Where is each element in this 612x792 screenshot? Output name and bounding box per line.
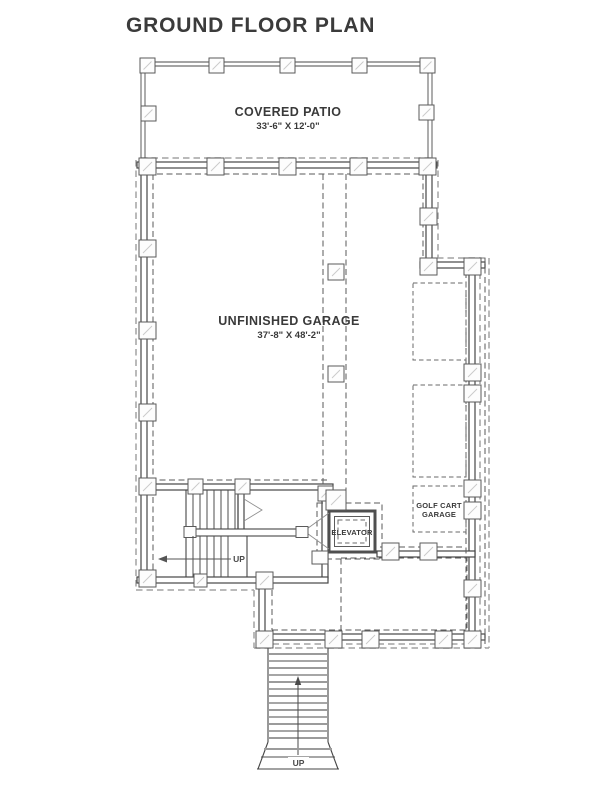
entry-stair-direction-arrow bbox=[295, 676, 301, 755]
plan-title: GROUND FLOOR PLAN bbox=[126, 14, 376, 37]
upper-flight-treads bbox=[193, 490, 235, 529]
interior-stair-up-label: UP bbox=[233, 554, 245, 564]
unfinished-garage-dimensions: 37'-8" X 48'-2" bbox=[257, 330, 321, 341]
covered-patio-dimensions: 33'-6" X 12'-0" bbox=[256, 121, 320, 132]
right-bay-2 bbox=[413, 385, 466, 477]
golf-cart-garage-label-line1: GOLF CART bbox=[416, 501, 462, 510]
unfinished-garage-label: UNFINISHED GARAGE bbox=[218, 314, 360, 328]
exterior-walls bbox=[137, 162, 485, 640]
elevator-label: ELEVATOR bbox=[331, 528, 373, 537]
entry-staircase bbox=[257, 645, 339, 769]
lower-flight-treads bbox=[193, 536, 228, 577]
entry-stair-up-label: UP bbox=[292, 758, 305, 768]
interior-stair-direction-arrow bbox=[158, 556, 231, 563]
covered-patio-label: COVERED PATIO bbox=[234, 105, 342, 119]
roof-overhang-outline bbox=[136, 158, 489, 648]
right-bay-1 bbox=[413, 283, 466, 360]
stair-door-swing-icon bbox=[244, 499, 262, 521]
right-side-bays bbox=[413, 283, 466, 532]
stair-rail bbox=[186, 529, 304, 536]
golf-cart-garage-label-line2: GARAGE bbox=[421, 510, 457, 519]
